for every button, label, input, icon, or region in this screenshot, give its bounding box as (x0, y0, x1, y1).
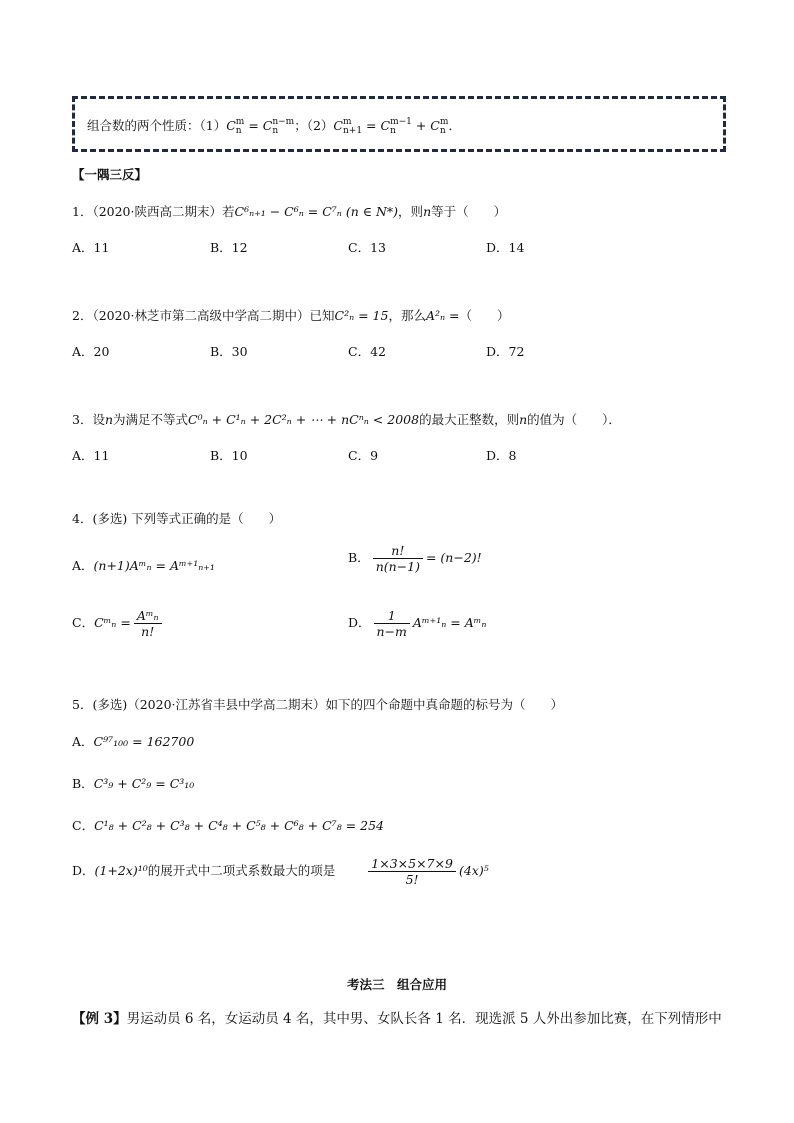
q4-d-fraction (374, 608, 410, 639)
formula1-eq: = C (244, 118, 273, 133)
properties-box (72, 96, 726, 152)
q3-option-a: A．11 (72, 448, 110, 463)
q5-option-b (72, 774, 194, 792)
q1-stem (72, 202, 506, 220)
q5-a-label: A． (72, 734, 94, 749)
q4-b-label: B． (348, 550, 370, 565)
formula2-eq: = C (362, 118, 391, 133)
f2-sup2: m−1 (390, 116, 412, 127)
q5-option-a (72, 732, 194, 750)
q5-d-text: 的展开式中二项式系数最大的项是 (147, 863, 336, 878)
q2-math: C²ₙ = 15 (334, 308, 389, 323)
q4-d-den: n−m (376, 624, 407, 639)
q4-d-rhs: Aᵐ⁺¹ₙ = Aᵐₙ (412, 615, 487, 630)
q2-option-b: B．30 (210, 344, 248, 359)
q3-stem-a: 3．设 (72, 412, 105, 427)
example-label: 【例 3】 (72, 1011, 127, 1027)
q1-option-a: A．11 (72, 240, 110, 255)
formula2-scripts (343, 118, 362, 136)
section2-heading: 考法三 组合应用 (346, 977, 447, 992)
q5-stem: 5．(多选)（2020·江苏省丰县中学高二期末）如下的四个命题中真命题的标号为（ ） (72, 697, 563, 712)
f1-sub: n (235, 125, 242, 136)
q3-option-d: D．8 (486, 448, 517, 463)
q4-c-fraction (134, 608, 162, 639)
q3-math: C⁰ₙ + C¹ₙ + 2C²ₙ + ⋯ + nCⁿₙ < 2008 (188, 412, 420, 427)
q5-d-fraction (368, 856, 456, 887)
q5-d-label: D． (72, 863, 95, 878)
q1-math: C⁶ₙ₊₁ − C⁶ₙ = C⁷ₙ (n ∈ N*) (234, 204, 399, 219)
q1-option-d: D．14 (486, 240, 525, 255)
q2-stem-a: 2．（2020·林芝市第二高级中学高二期中）已知 (72, 308, 335, 323)
q1-option-c: C．13 (348, 240, 386, 255)
q4-option-d (348, 608, 486, 639)
f1-sub2: n (272, 125, 279, 136)
formula1-scripts2 (272, 118, 294, 136)
f2-sup3: m (439, 116, 449, 127)
f2-sub3: n (439, 125, 446, 136)
q4-stem: 4．(多选) 下列等式正确的是（ ） (72, 511, 282, 526)
q1-n: n (423, 204, 432, 219)
q3-stem-c: 的最大正整数，则 (419, 412, 520, 427)
formula2-c: C (333, 118, 343, 133)
q4-c-label: C． (72, 615, 95, 630)
q4-d-label: D． (348, 615, 371, 630)
example-text: 男运动员 6 名，女运动员 4 名，其中男、女队长各 1 名．现选派 5 人外出参加比赛，在下列情形中 (126, 1011, 722, 1027)
q3-stem (72, 410, 621, 428)
q4-b-fraction (373, 543, 423, 574)
q3-stem-b: 为满足不等式 (113, 412, 189, 427)
q5-d-den: 5! (405, 872, 419, 887)
q5-option-c (72, 816, 384, 834)
f1-sup2: n−m (272, 116, 295, 127)
q4-b-den: n(n−1) (375, 559, 420, 574)
q5-c-math: C¹₈ + C²₈ + C³₈ + C⁴₈ + C⁵₈ + C⁶₈ + C⁷₈ = 254 (94, 818, 384, 833)
q2-stem-b: ，那么 (388, 308, 426, 323)
q4-option-c (72, 608, 165, 639)
formula1-c: C (226, 118, 236, 133)
q1-stem-a: 1．（2020·陕西高二期末）若 (72, 204, 235, 219)
q4-d-num: 1 (374, 608, 410, 624)
f2-sup: m (343, 116, 352, 127)
q5-a-math: C⁹⁷₁₀₀ = 162700 (93, 734, 195, 749)
formula2-scripts2 (390, 118, 412, 136)
q3-option-c: C．9 (348, 448, 379, 463)
example-3 (72, 1007, 722, 1027)
q3-n2: n (519, 412, 528, 427)
properties-end: ． (448, 118, 461, 133)
f2-sub2: n (390, 125, 396, 136)
properties-text (87, 116, 461, 136)
formula2-plus: + C (411, 118, 440, 133)
q1-stem-c: 等于（ ） (431, 204, 507, 219)
q5-b-math: C³₉ + C²₉ = C³₁₀ (93, 776, 195, 791)
q5-d-tail: (4x)⁵ (458, 863, 489, 878)
q4-b-num: n! (373, 543, 423, 559)
f2-sub: n+1 (343, 125, 363, 136)
q4-c-lhs: Cᵐₙ = (94, 615, 131, 630)
q5-d-math-a: (1+2x)¹⁰ (94, 863, 148, 878)
q3-option-b: B．10 (210, 448, 248, 463)
q1-option-b: B．12 (210, 240, 248, 255)
q1-stem-b: ，则 (398, 204, 424, 219)
section-heading: 【一隅三反】 (72, 167, 148, 182)
q4-a-label: A． (72, 558, 94, 573)
q4-option-a (72, 556, 215, 574)
properties-label: 组合数的两个性质：（1） (87, 118, 227, 133)
q5-b-label: B． (72, 776, 94, 791)
q5-c-label: C． (72, 818, 95, 833)
q4-option-b (348, 543, 482, 574)
q4-a-math: (n+1)Aᵐₙ = Aᵐ⁺¹ₙ₊₁ (93, 558, 215, 573)
q4-b-rhs: = (n−2)! (425, 550, 482, 565)
q3-stem-d: 的值为（ ）． (527, 412, 621, 427)
properties-sep: ；（2） (294, 118, 334, 133)
q2-option-a: A．20 (72, 344, 110, 359)
q5-option-d (72, 856, 489, 887)
q2-option-d: D．72 (486, 344, 525, 359)
q2-stem-c: （ ） (459, 308, 510, 323)
q5-d-num: 1×3×5×7×9 (368, 856, 456, 872)
f1-sup: m (235, 116, 245, 127)
q3-n: n (104, 412, 114, 427)
q2-math2: A²ₙ = (425, 308, 460, 323)
q4-c-den: n! (141, 624, 155, 639)
q2-option-c: C．42 (348, 344, 386, 359)
q4-c-num: Aᵐₙ (134, 608, 162, 624)
q2-stem (72, 306, 510, 324)
